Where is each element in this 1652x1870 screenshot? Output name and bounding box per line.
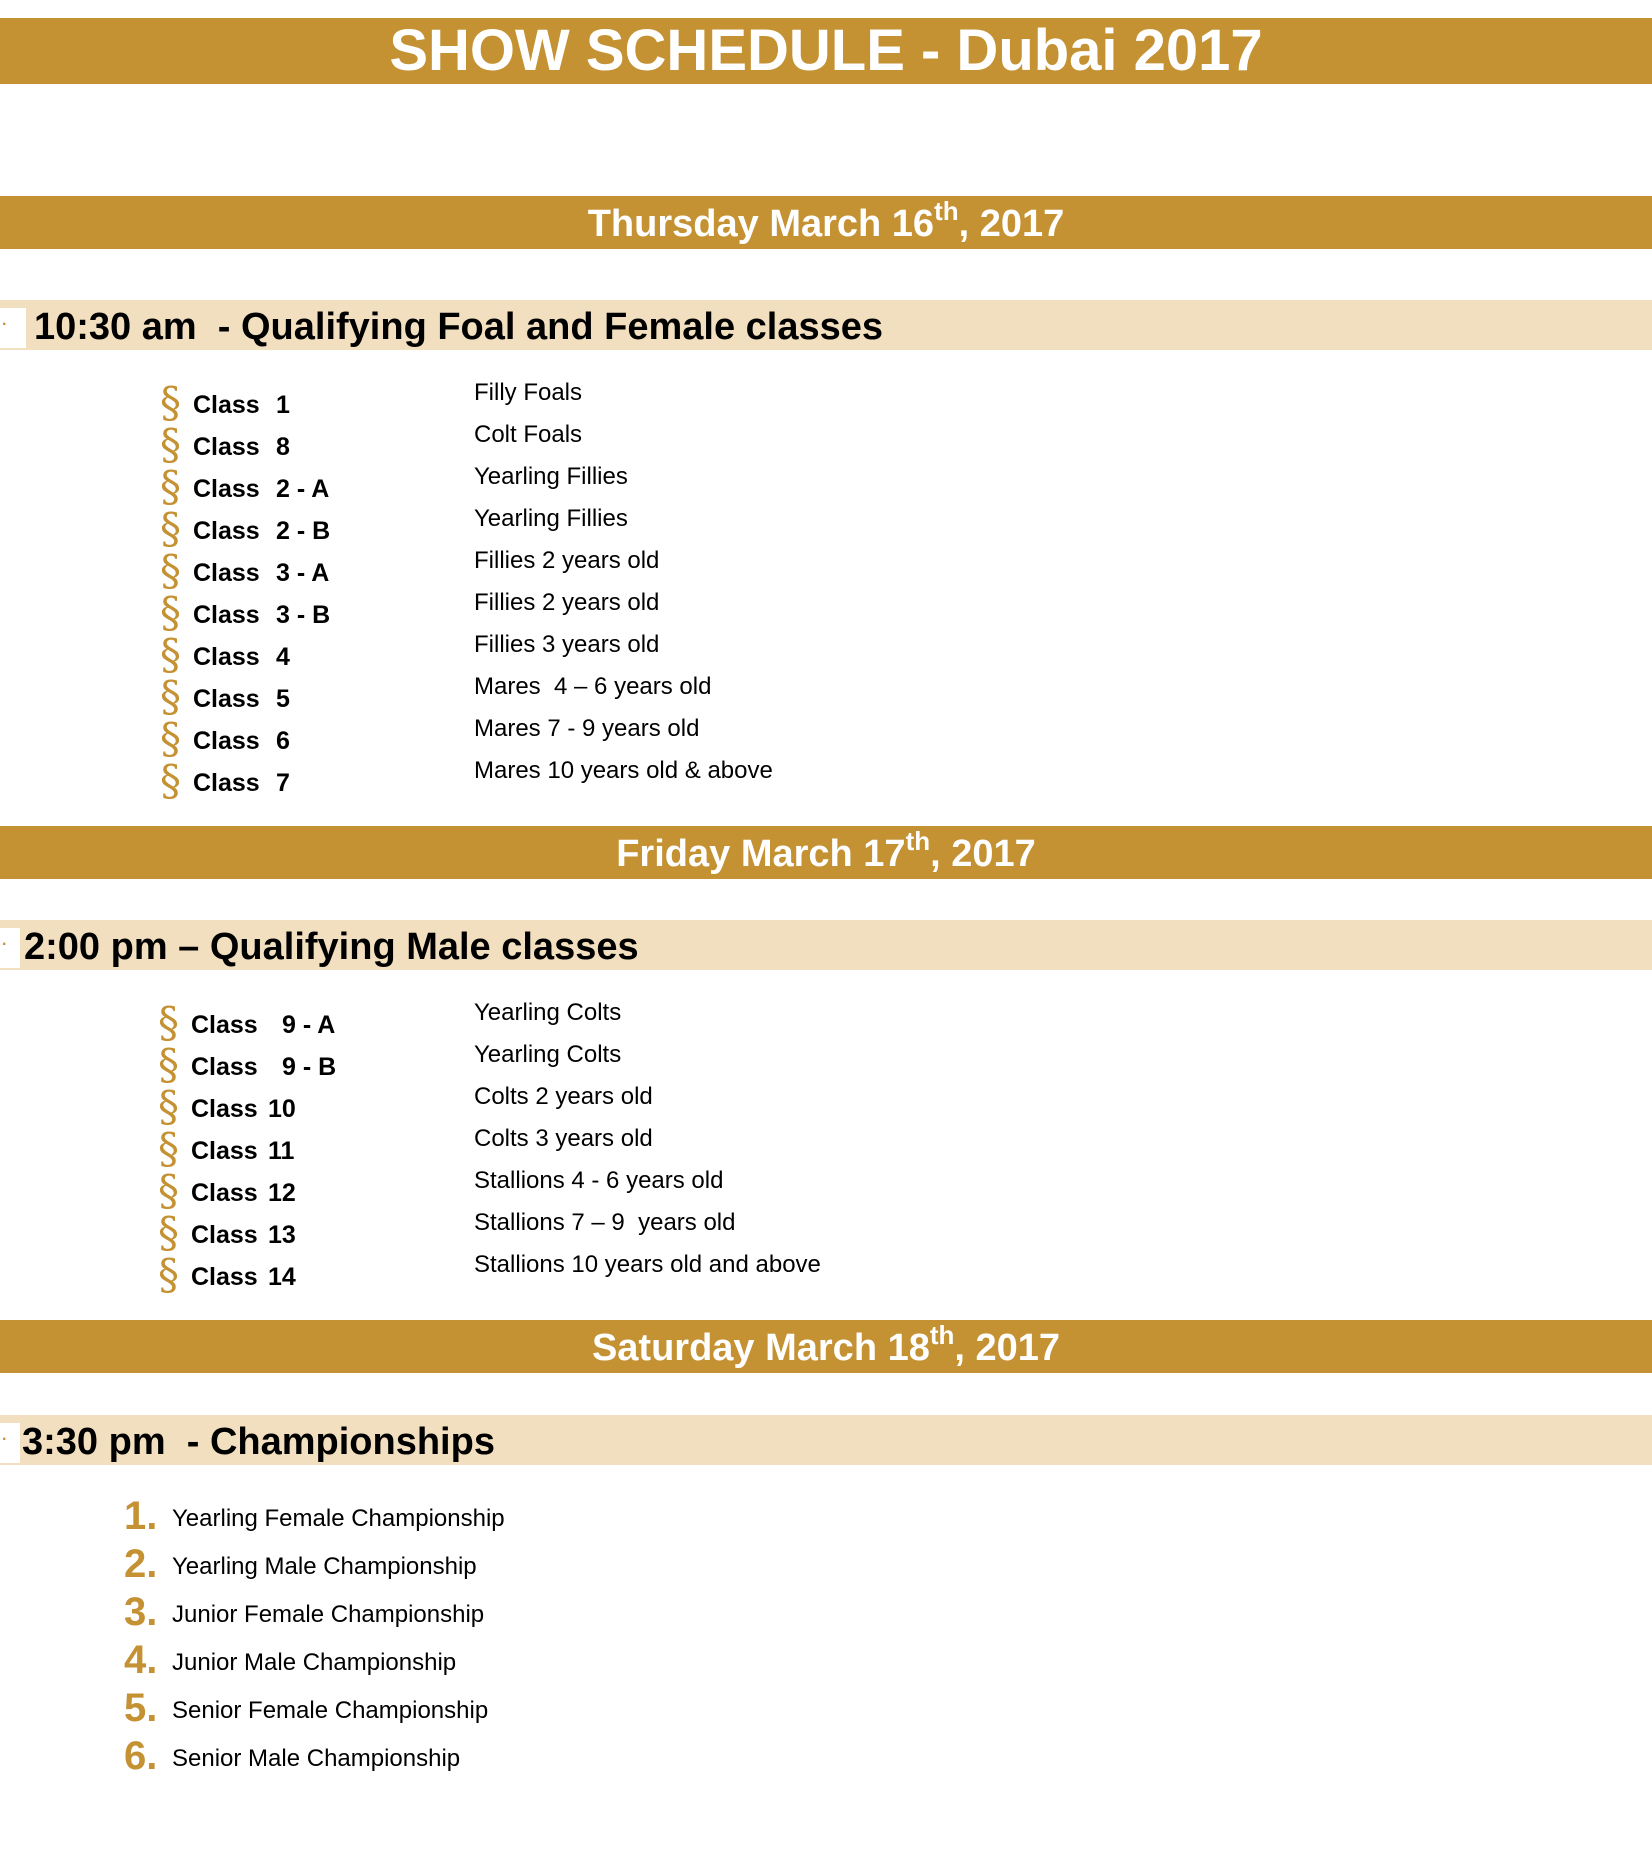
class-row bbox=[0, 546, 1652, 595]
class-description: Colts 2 years old bbox=[474, 1083, 653, 1110]
class-description: Fillies 3 years old bbox=[474, 631, 660, 658]
championship-item bbox=[0, 1590, 700, 1638]
class-description: Filly Foals bbox=[474, 379, 583, 406]
day-header-year: , 2017 bbox=[930, 833, 1036, 875]
section-icon: § bbox=[160, 588, 181, 637]
championship-name: Yearling Female Championship bbox=[172, 1505, 505, 1532]
section-icon: § bbox=[158, 1250, 179, 1299]
class-description: Mares 4 – 6 years old bbox=[474, 673, 712, 700]
class-description: Mares 10 years old & above bbox=[474, 757, 773, 784]
class-description: Stallions 10 years old and above bbox=[474, 1251, 821, 1278]
class-row bbox=[0, 378, 1652, 427]
section-icon: § bbox=[158, 1166, 179, 1215]
class-row bbox=[0, 420, 1652, 469]
class-label: Class bbox=[193, 517, 260, 545]
class-number: 13 bbox=[268, 1221, 296, 1249]
class-row bbox=[0, 714, 1652, 763]
class-description: Mares 7 - 9 years old bbox=[474, 715, 700, 742]
class-label: Class bbox=[193, 769, 260, 797]
day-header-year: , 2017 bbox=[954, 1327, 1061, 1369]
bullet-dot: · bbox=[2, 936, 8, 953]
class-description: Yearling Fillies bbox=[474, 505, 628, 532]
championship-name: Junior Male Championship bbox=[172, 1649, 457, 1676]
session-header-female bbox=[0, 300, 1652, 350]
day-header-thursday bbox=[0, 196, 1652, 249]
championship-number: 1. bbox=[124, 1494, 158, 1538]
class-row bbox=[0, 672, 1652, 721]
class-label: Class bbox=[191, 1179, 258, 1207]
class-row bbox=[0, 462, 1652, 511]
class-label: Class bbox=[193, 433, 260, 461]
class-description: Stallions 4 - 6 years old bbox=[474, 1167, 724, 1194]
class-label: Class bbox=[193, 727, 260, 755]
section-icon: § bbox=[160, 504, 181, 553]
class-label: Class bbox=[191, 1263, 258, 1291]
page-title: SHOW SCHEDULE - Dubai 2017 bbox=[0, 18, 1652, 84]
day-header-friday bbox=[0, 826, 1652, 879]
session-title: 2:00 pm – Qualifying Male classes bbox=[24, 926, 639, 968]
section-icon: § bbox=[160, 714, 181, 763]
session-header-championships bbox=[0, 1415, 1652, 1465]
class-number: 1 bbox=[276, 391, 290, 419]
section-icon: § bbox=[158, 1040, 179, 1089]
class-number: 5 bbox=[276, 685, 290, 713]
class-row bbox=[0, 504, 1652, 553]
class-description: Colt Foals bbox=[474, 421, 583, 448]
class-row bbox=[0, 1082, 1652, 1131]
class-number: 12 bbox=[268, 1179, 296, 1207]
class-label: Class bbox=[191, 1011, 258, 1039]
session-title: 3:30 pm - Championships bbox=[22, 1421, 495, 1463]
championship-item bbox=[0, 1494, 700, 1542]
class-number: 14 bbox=[268, 1263, 296, 1291]
class-label: Class bbox=[193, 475, 260, 503]
section-icon: § bbox=[160, 756, 181, 805]
class-description: Fillies 2 years old bbox=[474, 547, 660, 574]
section-icon: § bbox=[160, 672, 181, 721]
class-description: Yearling Fillies bbox=[474, 463, 628, 490]
class-description: Stallions 7 – 9 years old bbox=[474, 1209, 736, 1236]
class-description: Colts 3 years old bbox=[474, 1125, 653, 1152]
class-number: 6 bbox=[276, 727, 290, 755]
bullet-dot: · bbox=[2, 316, 8, 333]
section-icon: § bbox=[160, 378, 181, 427]
section-icon: § bbox=[160, 462, 181, 511]
championship-item bbox=[0, 1542, 700, 1590]
championship-number: 5. bbox=[124, 1686, 158, 1730]
bullet-dot: · bbox=[2, 1431, 8, 1448]
class-number: 2 - A bbox=[276, 475, 330, 503]
class-number: 3 - A bbox=[276, 559, 330, 587]
class-number: 7 bbox=[276, 769, 290, 797]
class-number: 9 - B bbox=[282, 1053, 337, 1081]
section-icon: § bbox=[158, 1124, 179, 1173]
class-description: Fillies 2 years old bbox=[474, 589, 660, 616]
class-row bbox=[0, 630, 1652, 679]
class-label: Class bbox=[193, 559, 260, 587]
class-row bbox=[0, 1166, 1652, 1215]
section-icon: § bbox=[160, 630, 181, 679]
day-ordinal-suffix: th bbox=[905, 826, 931, 857]
championship-number: 6. bbox=[124, 1734, 158, 1778]
day-header-text: Saturday March 18 bbox=[591, 1327, 930, 1369]
championship-name: Senior Female Championship bbox=[172, 1697, 489, 1724]
class-row bbox=[0, 1124, 1652, 1173]
class-label: Class bbox=[193, 601, 260, 629]
class-row bbox=[0, 1208, 1652, 1257]
class-number: 2 - B bbox=[276, 517, 331, 545]
day-header-text: Thursday March 16 bbox=[587, 203, 935, 245]
day-header-year: , 2017 bbox=[958, 203, 1065, 245]
session-header-male bbox=[0, 920, 1652, 970]
championship-number: 2. bbox=[124, 1542, 158, 1586]
section-icon: § bbox=[158, 998, 179, 1047]
championship-item bbox=[0, 1638, 700, 1686]
class-number: 8 bbox=[276, 433, 290, 461]
class-description: Yearling Colts bbox=[474, 999, 622, 1026]
class-number: 11 bbox=[268, 1137, 295, 1165]
class-label: Class bbox=[191, 1053, 258, 1081]
class-label: Class bbox=[193, 685, 260, 713]
championship-name: Senior Male Championship bbox=[172, 1745, 461, 1772]
class-row bbox=[0, 588, 1652, 637]
class-label: Class bbox=[191, 1095, 258, 1123]
class-row bbox=[0, 1250, 1652, 1299]
class-number: 10 bbox=[268, 1095, 296, 1123]
class-row bbox=[0, 756, 1652, 805]
session-title: 10:30 am - Qualifying Foal and Female classes bbox=[34, 306, 884, 348]
class-row bbox=[0, 998, 1652, 1047]
class-label: Class bbox=[193, 643, 260, 671]
championship-name: Yearling Male Championship bbox=[172, 1553, 477, 1580]
class-number: 9 - A bbox=[282, 1011, 336, 1039]
class-label: Class bbox=[191, 1137, 258, 1165]
championship-number: 3. bbox=[124, 1590, 158, 1634]
championship-item bbox=[0, 1686, 700, 1734]
section-icon: § bbox=[160, 546, 181, 595]
class-number: 3 - B bbox=[276, 601, 331, 629]
championship-number: 4. bbox=[124, 1638, 158, 1682]
day-ordinal-suffix: th bbox=[929, 1320, 955, 1351]
section-icon: § bbox=[160, 420, 181, 469]
championship-item bbox=[0, 1734, 700, 1782]
class-label: Class bbox=[191, 1221, 258, 1249]
championship-name: Junior Female Championship bbox=[172, 1601, 485, 1628]
day-header-saturday bbox=[0, 1320, 1652, 1373]
class-label: Class bbox=[193, 391, 260, 419]
section-icon: § bbox=[158, 1082, 179, 1131]
section-icon: § bbox=[158, 1208, 179, 1257]
day-header-text: Friday March 17 bbox=[616, 833, 906, 875]
class-description: Yearling Colts bbox=[474, 1041, 622, 1068]
day-ordinal-suffix: th bbox=[934, 196, 959, 227]
class-row bbox=[0, 1040, 1652, 1089]
class-number: 4 bbox=[276, 643, 290, 671]
